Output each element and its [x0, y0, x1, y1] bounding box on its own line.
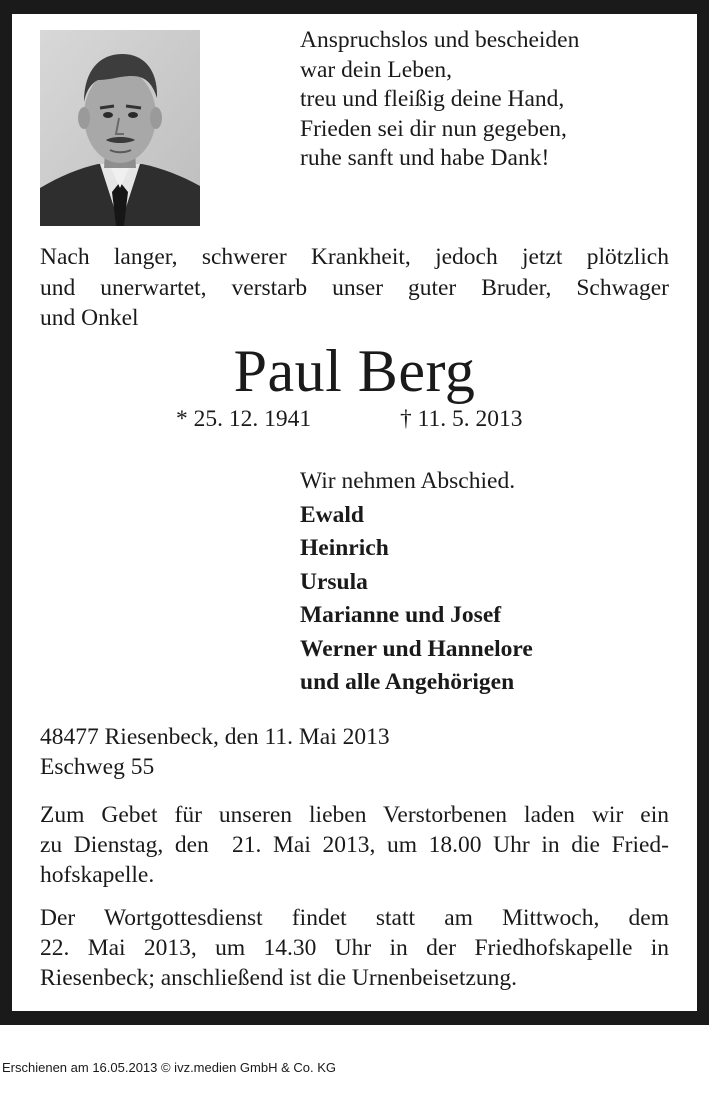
farewell-heading: Wir nehmen Abschied. — [300, 468, 516, 494]
place-date: 48477 Riesenbeck, den 11. Mai 2013 — [40, 724, 390, 750]
service-info — [40, 903, 669, 993]
mourner-name: Ursula — [300, 568, 368, 595]
prayer-invitation — [40, 800, 669, 890]
mourner-name: Heinrich — [300, 535, 389, 561]
poem-line: ruhe sanft und habe Dank! — [300, 145, 550, 171]
poem — [300, 26, 579, 174]
prayer-line: Zum Gebet für unseren lieben Verstorbenen laden wir ein — [40, 802, 669, 828]
poem-line: war dein Leben, — [300, 56, 453, 83]
prayer-line: zu Dienstag, den 21. Mai 2013, um 18.00 Uhr in die Fried- — [40, 832, 669, 858]
service-line: Riesenbeck; anschließend ist die Urnenbeisetzung. — [40, 965, 518, 991]
portrait-photo — [40, 30, 200, 226]
mourner-name: Ewald — [300, 501, 364, 528]
announcement-line: und Onkel — [40, 305, 139, 331]
publication-footer: Erschienen am 16.05.2013 © ivz.medien GmbH & Co. KG — [2, 1060, 337, 1075]
poem-line: Anspruchslos und bescheiden — [300, 27, 580, 53]
address-block — [40, 722, 390, 782]
mourner-name: Werner und Hannelore — [300, 635, 533, 662]
announcement-text — [40, 242, 669, 334]
mourner-name: Marianne und Josef — [300, 602, 502, 628]
announcement-line: Nach langer, schwerer Krankheit, jedoch jetzt plötzlich — [40, 244, 669, 270]
announcement-line: und unerwartet, verstarb unser guter Bruder, Schwager — [40, 274, 669, 301]
death-date: † 11. 5. 2013 — [400, 406, 523, 432]
deceased-name: Paul Berg — [233, 338, 476, 404]
poem-line: Frieden sei dir nun gegeben, — [300, 115, 567, 142]
service-line: 22. Mai 2013, um 14.30 Uhr in der Friedhofskapelle in — [40, 935, 669, 961]
poem-line: treu und fleißig deine Hand, — [300, 86, 565, 112]
service-line: Der Wortgottesdienst findet statt am Mittwoch, dem — [40, 905, 669, 931]
birth-date: * 25. 12. 1941 — [176, 406, 312, 432]
street-address: Eschweg 55 — [40, 754, 155, 780]
prayer-line: hofskapelle. — [40, 862, 155, 888]
mourners-list — [300, 465, 533, 700]
mourner-name: und alle Angehörigen — [300, 669, 515, 695]
